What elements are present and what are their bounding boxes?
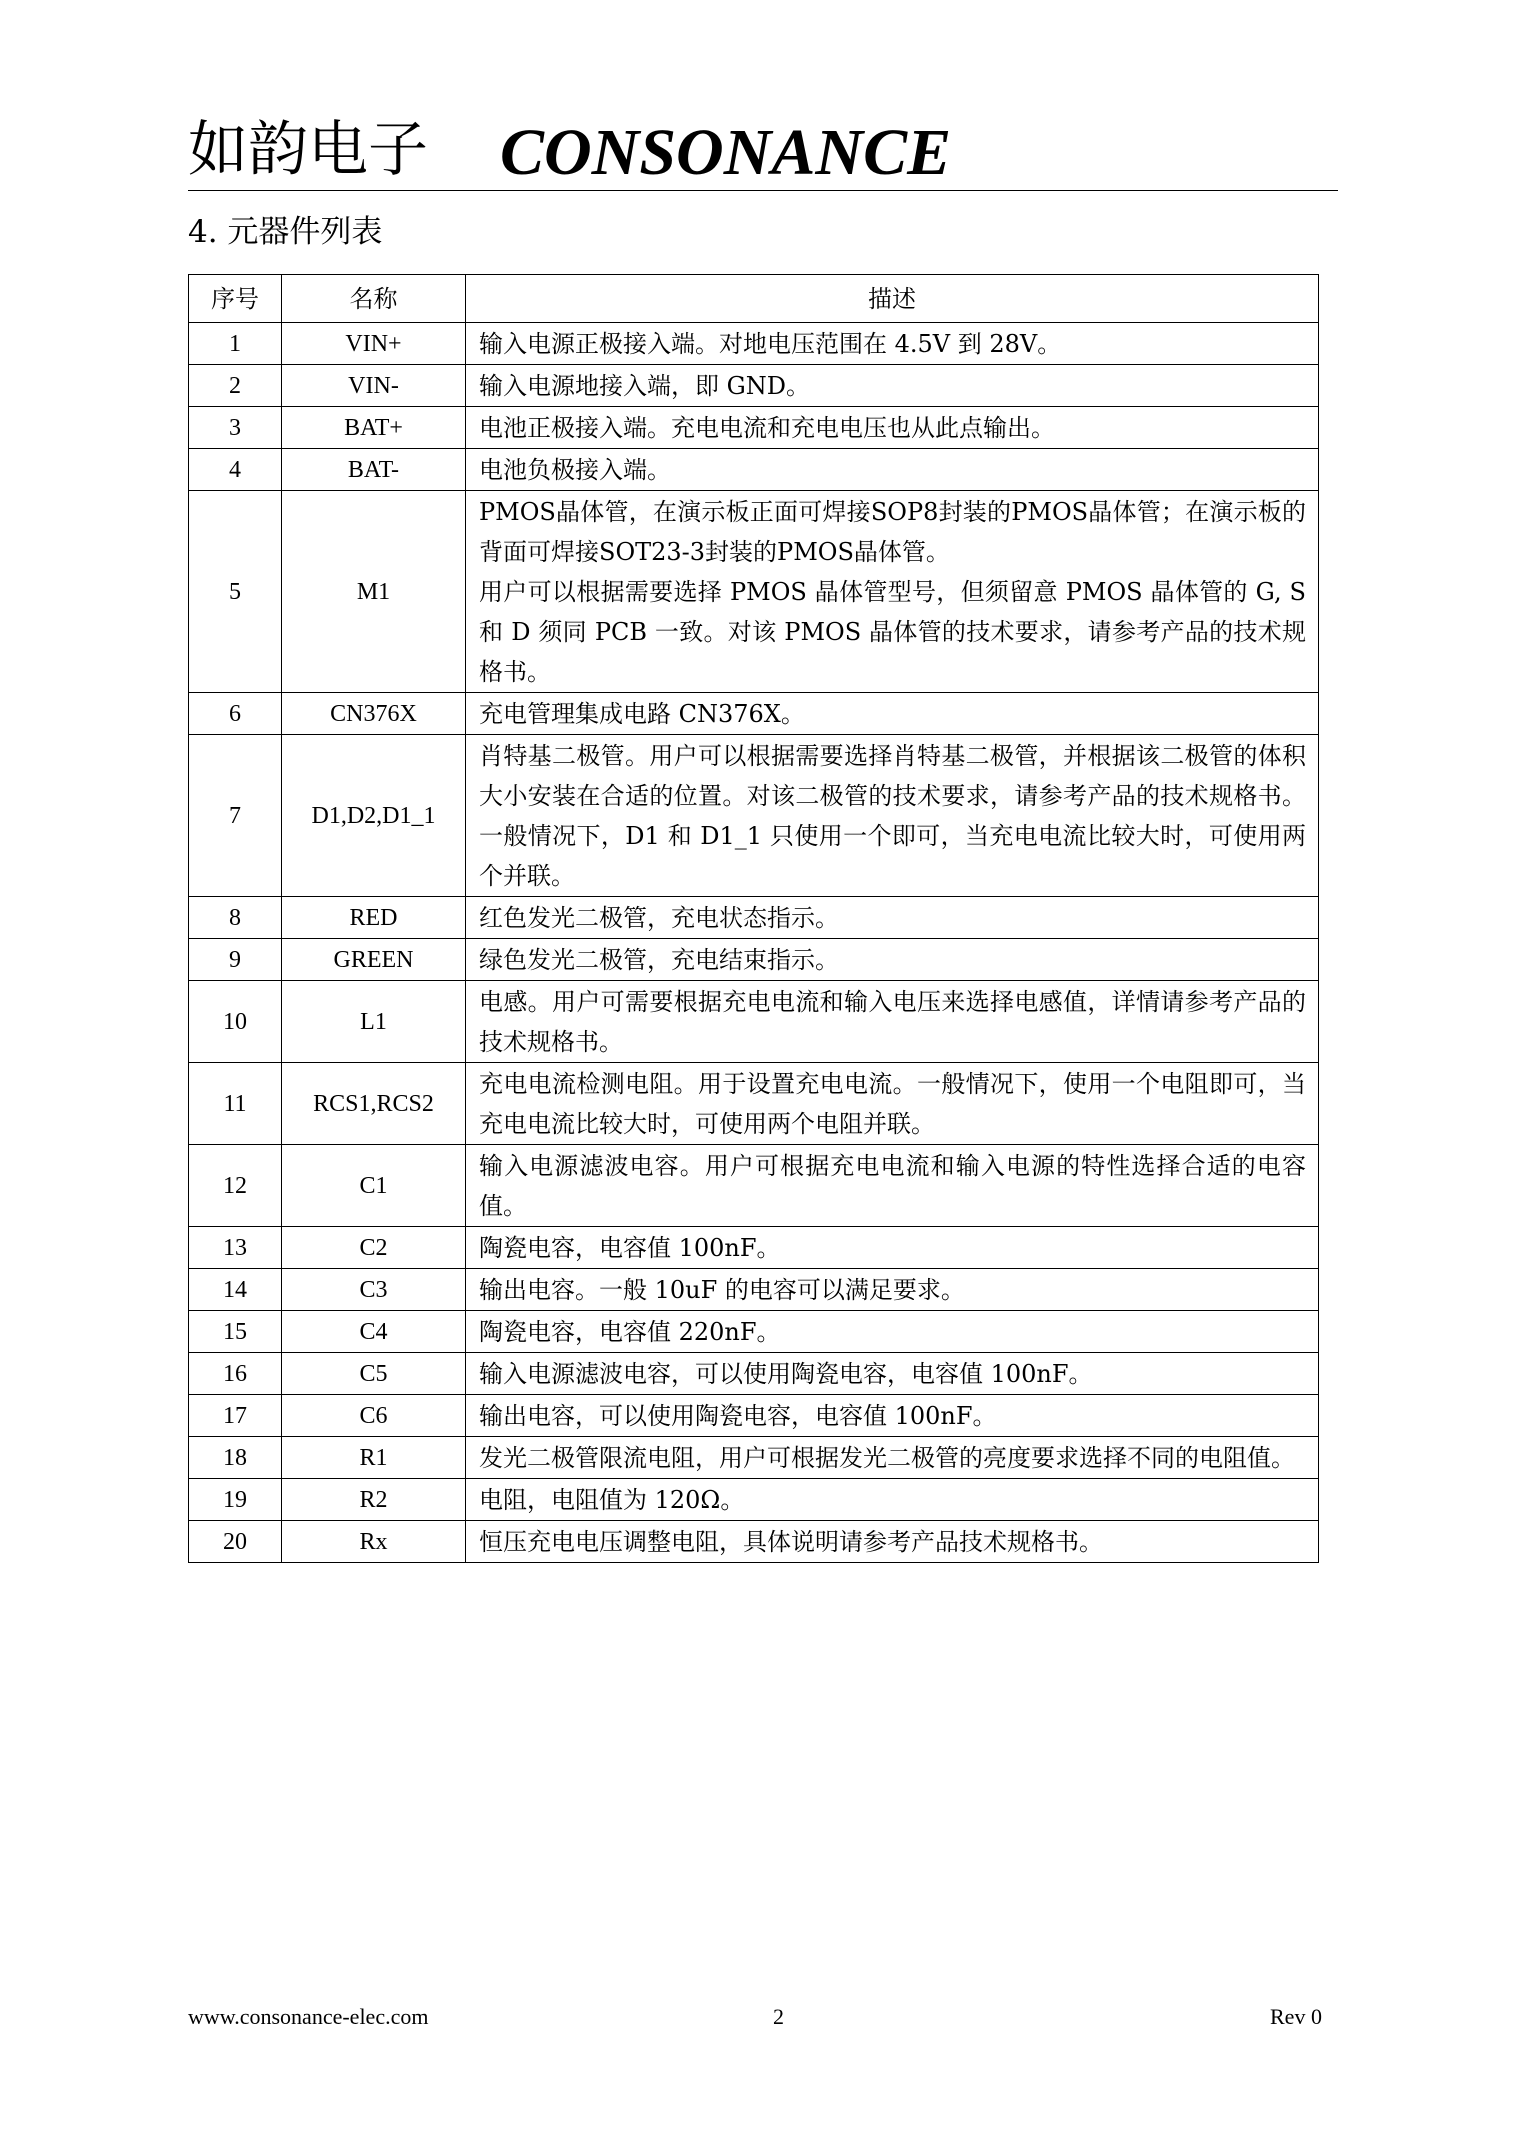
table-row (189, 981, 1319, 1063)
row-number: 6 (189, 693, 282, 735)
component-description (466, 1269, 1319, 1311)
table-row (189, 1269, 1319, 1311)
component-description (466, 1395, 1319, 1437)
table-row (189, 1063, 1319, 1145)
component-name: RED (282, 897, 466, 939)
component-description (466, 897, 1319, 939)
component-name: C2 (282, 1227, 466, 1269)
description-text: 肖特基二极管。用户可以根据需要选择肖特基二极管，并根据该二极管的体积大小安装在合适的位置。对该二极管的技术要求，请参考产品的技术规格书。一般情况下，D1 和 D1_1 只使用一个即可，当充电电流比较大时，可使用两个并联。 (479, 742, 1306, 890)
header-divider (188, 190, 1338, 191)
component-description (466, 1311, 1319, 1353)
component-name: VIN+ (282, 323, 466, 365)
component-name: C5 (282, 1353, 466, 1395)
description-text: 充电电流检测电阻。用于设置充电电流。一般情况下，使用一个电阻即可，当充电电流比较大时，可使用两个电阻并联。 (479, 1070, 1306, 1138)
row-number: 16 (189, 1353, 282, 1395)
row-number: 20 (189, 1521, 282, 1563)
description-text: 陶瓷电容，电容值 100nF。 (479, 1234, 781, 1262)
component-name: C1 (282, 1145, 466, 1227)
component-description (466, 735, 1319, 897)
component-description (466, 449, 1319, 491)
description-text: 输入电源正极接入端。对地电压范围在 4.5V 到 28V。 (479, 330, 1062, 358)
description-text: 电池负极接入端。 (479, 456, 671, 484)
component-description (466, 1521, 1319, 1563)
component-description (466, 1437, 1319, 1479)
row-number: 13 (189, 1227, 282, 1269)
table-row (189, 491, 1319, 693)
description-text: 电感。用户可需要根据充电电流和输入电压来选择电感值，详情请参考产品的技术规格书。 (479, 988, 1306, 1056)
component-name: RCS1,RCS2 (282, 1063, 466, 1145)
row-number: 1 (189, 323, 282, 365)
row-number: 10 (189, 981, 282, 1063)
table-row (189, 407, 1319, 449)
component-description (466, 693, 1319, 735)
description-text-secondary: 用户可以根据需要选择 PMOS 晶体管型号，但须留意 PMOS 晶体管的 G, S 和 D 须同 PCB 一致。对该 PMOS 晶体管的技术要求，请参考产品的技术规格书。 (479, 578, 1306, 686)
component-description (466, 1063, 1319, 1145)
component-name: L1 (282, 981, 466, 1063)
brand-name-chinese: 如韵电子 (188, 115, 428, 185)
component-name: Rx (282, 1521, 466, 1563)
description-text: 输入电源地接入端，即 GND。 (479, 372, 811, 400)
table-row (189, 939, 1319, 981)
table-row (189, 1227, 1319, 1269)
component-name: C4 (282, 1311, 466, 1353)
component-description (466, 491, 1319, 693)
table-row (189, 1145, 1319, 1227)
description-text: 输入电源滤波电容。用户可根据充电电流和输入电源的特性选择合适的电容值。 (479, 1152, 1306, 1220)
table-row (189, 323, 1319, 365)
table-row (189, 1311, 1319, 1353)
footer-page-number: 2 (773, 2004, 784, 2029)
table-row (189, 1437, 1319, 1479)
description-text: 电阻，电阻值为 120Ω。 (479, 1486, 745, 1514)
description-text: 输出电容，可以使用陶瓷电容，电容值 100nF。 (479, 1402, 997, 1430)
description-text: 输出电容。一般 10uF 的电容可以满足要求。 (479, 1276, 965, 1304)
description-text: 充电管理集成电路 CN376X。 (479, 700, 805, 728)
column-header-description: 描述 (466, 275, 1319, 323)
table-row (189, 449, 1319, 491)
row-number: 15 (189, 1311, 282, 1353)
component-name: BAT+ (282, 407, 466, 449)
component-name: C6 (282, 1395, 466, 1437)
component-name: M1 (282, 491, 466, 693)
component-description (466, 1145, 1319, 1227)
row-number: 19 (189, 1479, 282, 1521)
row-number: 7 (189, 735, 282, 897)
row-number: 8 (189, 897, 282, 939)
description-text: 陶瓷电容，电容值 220nF。 (479, 1318, 781, 1346)
table-row (189, 1353, 1319, 1395)
description-text: 恒压充电电压调整电阻，具体说明请参考产品技术规格书。 (479, 1528, 1103, 1556)
row-number: 4 (189, 449, 282, 491)
description-text: 红色发光二极管，充电状态指示。 (479, 904, 839, 932)
table-row (189, 897, 1319, 939)
component-description (466, 1353, 1319, 1395)
table-row (189, 735, 1319, 897)
row-number: 9 (189, 939, 282, 981)
column-header-number: 序号 (189, 275, 282, 323)
components-table (188, 274, 1319, 1563)
table-row (189, 1479, 1319, 1521)
row-number: 5 (189, 491, 282, 693)
description-text: PMOS晶体管，在演示板正面可焊接SOP8封装的PMOS晶体管；在演示板的背面可焊接SOT23-3封装的PMOS晶体管。 (479, 498, 1306, 566)
component-name: R1 (282, 1437, 466, 1479)
description-text: 电池正极接入端。充电电流和充电电压也从此点输出。 (479, 414, 1055, 442)
component-name: R2 (282, 1479, 466, 1521)
description-text: 发光二极管限流电阻，用户可根据发光二极管的亮度要求选择不同的电阻值。 (479, 1444, 1295, 1472)
component-description (466, 1479, 1319, 1521)
component-description (466, 407, 1319, 449)
row-number: 17 (189, 1395, 282, 1437)
footer-revision: Rev 0 (1270, 2004, 1322, 2029)
footer-website: www.consonance-elec.com (188, 2004, 429, 2029)
component-description (466, 1227, 1319, 1269)
component-name: BAT- (282, 449, 466, 491)
table-row (189, 1521, 1319, 1563)
table-row (189, 365, 1319, 407)
component-name: VIN- (282, 365, 466, 407)
component-description (466, 939, 1319, 981)
description-text: 输入电源滤波电容，可以使用陶瓷电容，电容值 100nF。 (479, 1360, 1093, 1388)
row-number: 12 (189, 1145, 282, 1227)
component-description (466, 365, 1319, 407)
description-text: 绿色发光二极管，充电结束指示。 (479, 946, 839, 974)
component-name: GREEN (282, 939, 466, 981)
row-number: 3 (189, 407, 282, 449)
row-number: 14 (189, 1269, 282, 1311)
table-body (189, 323, 1319, 1563)
table-header-row (189, 275, 1319, 323)
page-header (188, 108, 1338, 192)
component-description (466, 323, 1319, 365)
component-name: CN376X (282, 693, 466, 735)
component-name: D1,D2,D1_1 (282, 735, 466, 897)
row-number: 11 (189, 1063, 282, 1145)
table-row (189, 1395, 1319, 1437)
column-header-name: 名称 (282, 275, 466, 323)
row-number: 18 (189, 1437, 282, 1479)
brand-name-english: CONSONANCE (500, 116, 952, 189)
row-number: 2 (189, 365, 282, 407)
section-title: 4. 元器件列表 (188, 214, 383, 250)
table-row (189, 693, 1319, 735)
component-description (466, 981, 1319, 1063)
component-name: C3 (282, 1269, 466, 1311)
